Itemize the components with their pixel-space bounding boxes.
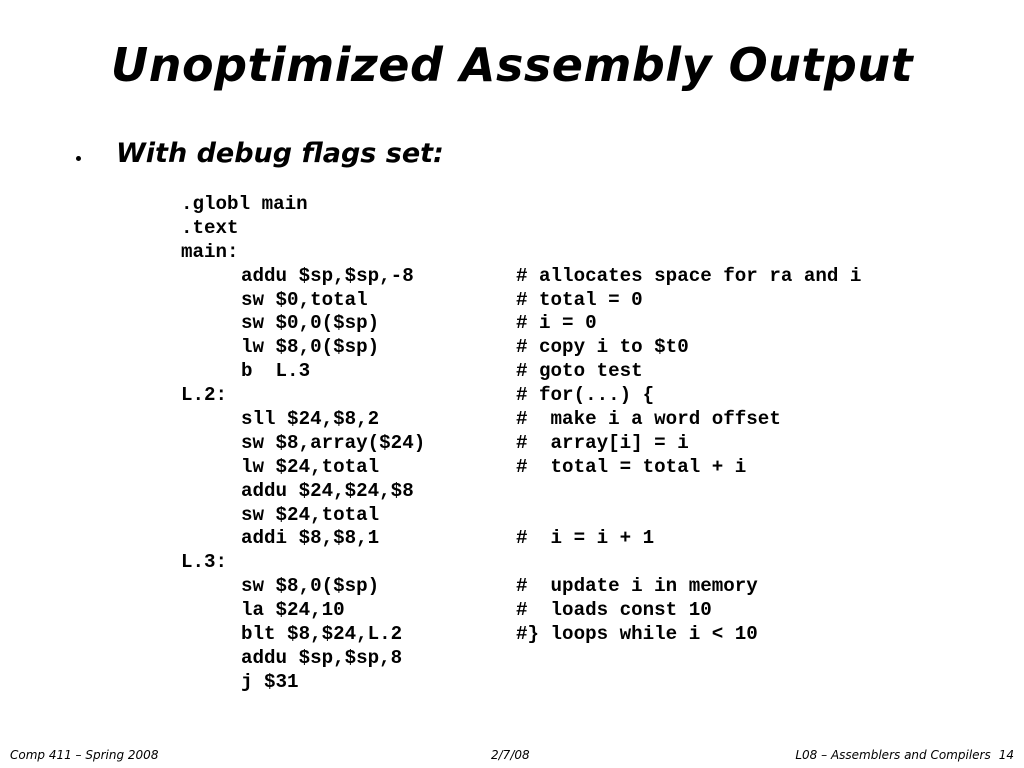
code-label: .globl main <box>181 193 308 215</box>
footer-lecture-title: L08 – Assemblers and Compilers <box>795 748 991 762</box>
code-instr: b L.3 <box>241 360 311 383</box>
code-comment: # array[i] = i <box>516 431 689 454</box>
code-instr: sw $8,array($24) <box>241 431 426 454</box>
code-instr: sll $24,$8,2 <box>241 408 380 431</box>
code-instr: blt $8,$24,L.2 <box>241 623 403 646</box>
code-comment: # allocates space for ra and i <box>516 264 862 287</box>
code-comment: # make i a word offset <box>516 408 781 431</box>
footer-lecture <box>795 748 1014 762</box>
code-label: main: <box>181 240 239 263</box>
code-label: L.2: <box>181 384 228 407</box>
code-comment: # total = total + i <box>516 455 747 478</box>
code-comment: #} loops while i < 10 <box>516 623 758 646</box>
slide-title: Unoptimized Assembly Output <box>110 38 914 92</box>
code-comment: # for(...) { <box>516 384 655 407</box>
code-instr: lw $8,0($sp) <box>241 336 380 359</box>
code-instr: addu $sp,$sp,8 <box>241 646 403 669</box>
code-comment: # i = i + 1 <box>516 527 655 550</box>
code-instr: sw $0,total <box>241 288 368 311</box>
code-comment: # goto test <box>516 360 643 383</box>
code-instr: sw $0,0($sp) <box>241 312 380 335</box>
code-instr: sw $24,total <box>241 503 380 526</box>
code-instr: sw $8,0($sp) <box>241 575 380 598</box>
page-number: 14 <box>998 748 1014 762</box>
code-instr: addu $24,$24,$8 <box>241 479 414 502</box>
code-label: L.3: <box>181 551 228 574</box>
code-instr: j $31 <box>241 670 299 693</box>
code-comment: # total = 0 <box>516 288 643 311</box>
footer-course: Comp 411 – Spring 2008 <box>10 748 159 762</box>
code-label: .text <box>181 216 239 239</box>
footer-date: 2/7/08 <box>491 748 530 762</box>
code-instr: addi $8,$8,1 <box>241 527 380 550</box>
code-comment: # loads const 10 <box>516 599 712 622</box>
code-instr: la $24,10 <box>241 599 345 622</box>
code-comment: # copy i to $t0 <box>516 336 689 359</box>
bullet-text: With debug flags set: <box>116 138 444 169</box>
code-comment: # update i in memory <box>516 575 758 598</box>
code-instr: lw $24,total <box>241 455 380 478</box>
code-instr: addu $sp,$sp,-8 <box>241 264 414 287</box>
bullet-dot-icon <box>76 156 81 161</box>
code-comment: # i = 0 <box>516 312 597 335</box>
